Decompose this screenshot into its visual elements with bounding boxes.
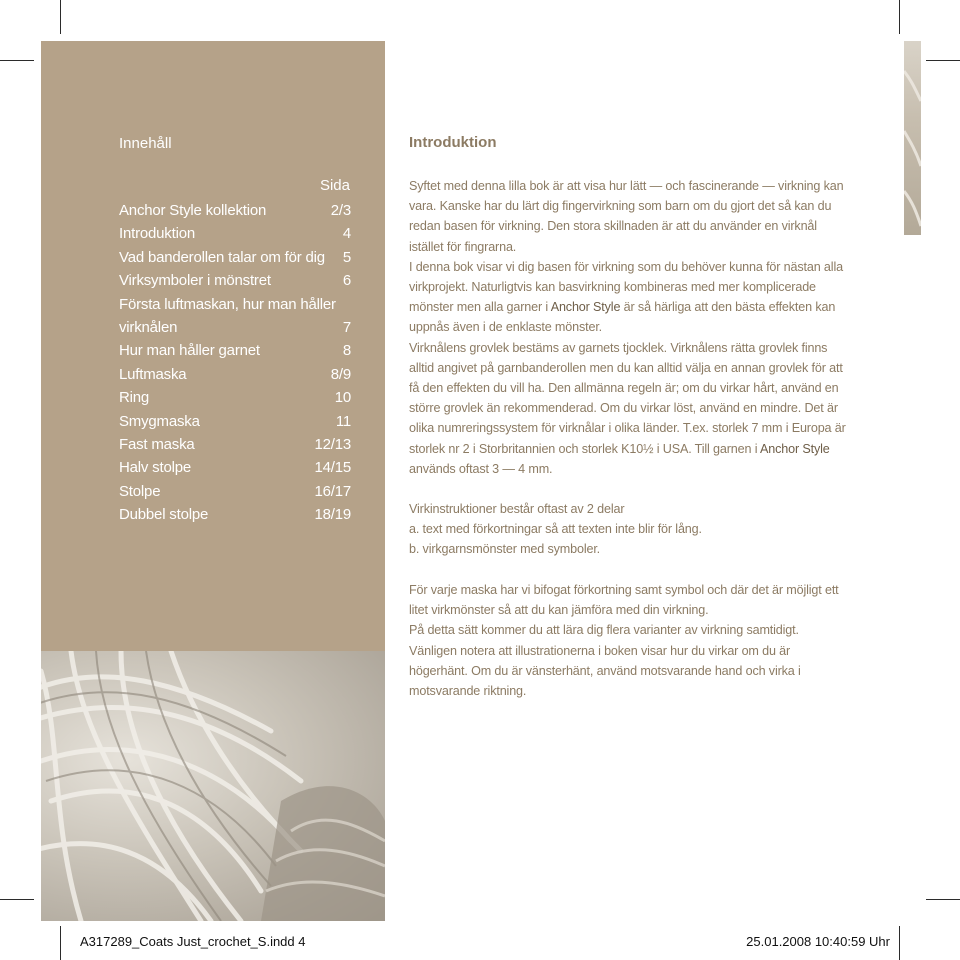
paragraph-text: är så härliga att den bästa effekten kan uppnås även i de enklaste mönster.: [409, 300, 836, 335]
toc-item-label: Dubbel stolpe: [119, 506, 209, 524]
slug-filename: A317289_Coats Just_crochet_S.indd 4: [80, 934, 306, 949]
intro-paragraph-1: Syftet med denna lilla bok är att visa hur lätt — och fascinerande — virkning kan vara. Kanske har du lärt dig fingervirkning som barn om du gjort det så kan du redan basen för virkning. Den stora skillnaden är att du använder en virknål istället för fingrarna.: [409, 179, 844, 254]
crop-mark: [0, 899, 34, 900]
brand-name: Anchor Style: [760, 441, 830, 456]
closing-paragraph-1: För varje maska har vi bifogat förkortning samt symbol och där det är möjligt ett litet virkmönster så att du kan jämföra med din virkning.: [409, 583, 839, 618]
toc-item: [119, 480, 351, 503]
toc-item: [119, 316, 351, 339]
brand-name: Anchor Style: [550, 300, 621, 315]
slug-timestamp: 25.01.2008 10:40:59 Uhr: [746, 934, 890, 949]
paragraph-text: I denna bok visar vi dig basen för virkning som du behöver kunna för nästan alla virkprojekt. Naturligtvis kan basvirkning kombineras med mer komplicerade mönster men alla garner i: [409, 259, 843, 315]
toc-item: [119, 199, 351, 222]
list-intro: Virkinstruktioner består oftast av 2 delar: [409, 502, 625, 516]
toc-item-label: Vad banderollen talar om för dig: [119, 248, 325, 266]
toc-title: Innehåll: [119, 135, 172, 152]
toc-item: [119, 269, 351, 292]
toc-item-page: 18/19: [314, 506, 351, 524]
toc-item-label: Stolpe: [119, 482, 161, 500]
toc-item-page: 8/9: [330, 365, 351, 383]
toc-item: [119, 386, 351, 409]
toc-item-label: Första luftmaskan, hur man håller: [119, 295, 336, 313]
crop-mark: [60, 0, 61, 34]
crop-mark: [926, 60, 960, 61]
toc-item-label: Hur man håller garnet: [119, 342, 260, 360]
toc-item-label: Luftmaska: [119, 365, 187, 383]
toc-item: [119, 246, 351, 269]
intro-paragraph-2: [409, 257, 849, 338]
toc-item-page: 16/17: [314, 482, 351, 500]
toc-item: [119, 503, 351, 526]
paragraph-text: Virknålens grovlek bestäms av garnets tjocklek. Virknålens rätta grovlek finns alltid angivet på garnbanderollen men du kan alltid välja en annan grovlek för att få den effekten du vill ha. Den allmänna regeln är; om du virkar hårt, använd en större grovlek än rekommenderad. Om du virkar löst, använd en mindre. Det är olika numreringssystem för virknålar i olika länder. T.ex. storlek 7 mm i Europa är storlek nr 2 i Storbritannien och storlek K10½ i USA. Till garnen i: [409, 340, 846, 456]
toc-item: [119, 339, 351, 362]
toc-item-label: Virksymboler i mönstret: [119, 272, 271, 290]
toc-item: [119, 293, 351, 316]
toc-item-label: Fast maska: [119, 436, 195, 454]
toc-item-page: 10: [334, 389, 351, 407]
toc-item-page: 6: [342, 272, 351, 290]
toc-panel: [41, 41, 385, 651]
print-slug: [50, 930, 900, 952]
yarn-photo-strip: [904, 41, 921, 235]
closing-body: [409, 580, 849, 701]
toc-item-label: Halv stolpe: [119, 459, 192, 477]
toc-item: [119, 410, 351, 433]
toc-item-page: 5: [342, 248, 351, 266]
list-item-b: b. virkgarnsmönster med symboler.: [409, 542, 601, 557]
toc-item-label: virknålen: [119, 319, 178, 337]
intro-heading: Introduktion: [409, 134, 497, 151]
toc-item-label: Introduktion: [119, 225, 195, 243]
toc-item-page: 8: [342, 342, 351, 360]
closing-paragraph-2: På detta sätt kommer du att lära dig flera varianter av virkning samtidigt. Vänligen notera att illustrationerna i boken visar hur du virkar om du är högerhänt. Om du är vänsterhänt, använd motsvarande hand och virka i motsvarande riktning.: [409, 623, 801, 699]
toc-item-page: 7: [342, 319, 351, 337]
intro-paragraph-3: [409, 338, 849, 479]
toc-item-label: Ring: [119, 389, 150, 407]
crop-mark: [899, 0, 900, 34]
toc-item-label: Anchor Style kollektion: [119, 202, 267, 219]
instruction-list: [409, 499, 849, 560]
toc-item-label: Smygmaska: [119, 412, 200, 430]
crop-mark: [926, 899, 960, 900]
toc-item: [119, 433, 351, 456]
toc-item-page: 12/13: [314, 436, 351, 454]
intro-body: [409, 176, 849, 479]
toc-item-page: 14/15: [314, 459, 351, 477]
list-item-a: a. text med förkortningar så att texten inte blir för lång.: [409, 522, 702, 537]
toc-item: [119, 456, 351, 479]
toc-page-header: Sida: [319, 177, 350, 194]
toc-item: [119, 363, 351, 386]
toc-item-page: 4: [342, 225, 351, 243]
toc-item: [119, 222, 351, 245]
toc-item-page: 11: [335, 412, 351, 430]
crop-mark: [0, 60, 34, 61]
yarn-ball-photo: [41, 651, 385, 921]
toc-list: [119, 199, 351, 527]
paragraph-text: används oftast 3 — 4 mm.: [409, 461, 553, 476]
toc-item-page: 2/3: [330, 202, 351, 219]
